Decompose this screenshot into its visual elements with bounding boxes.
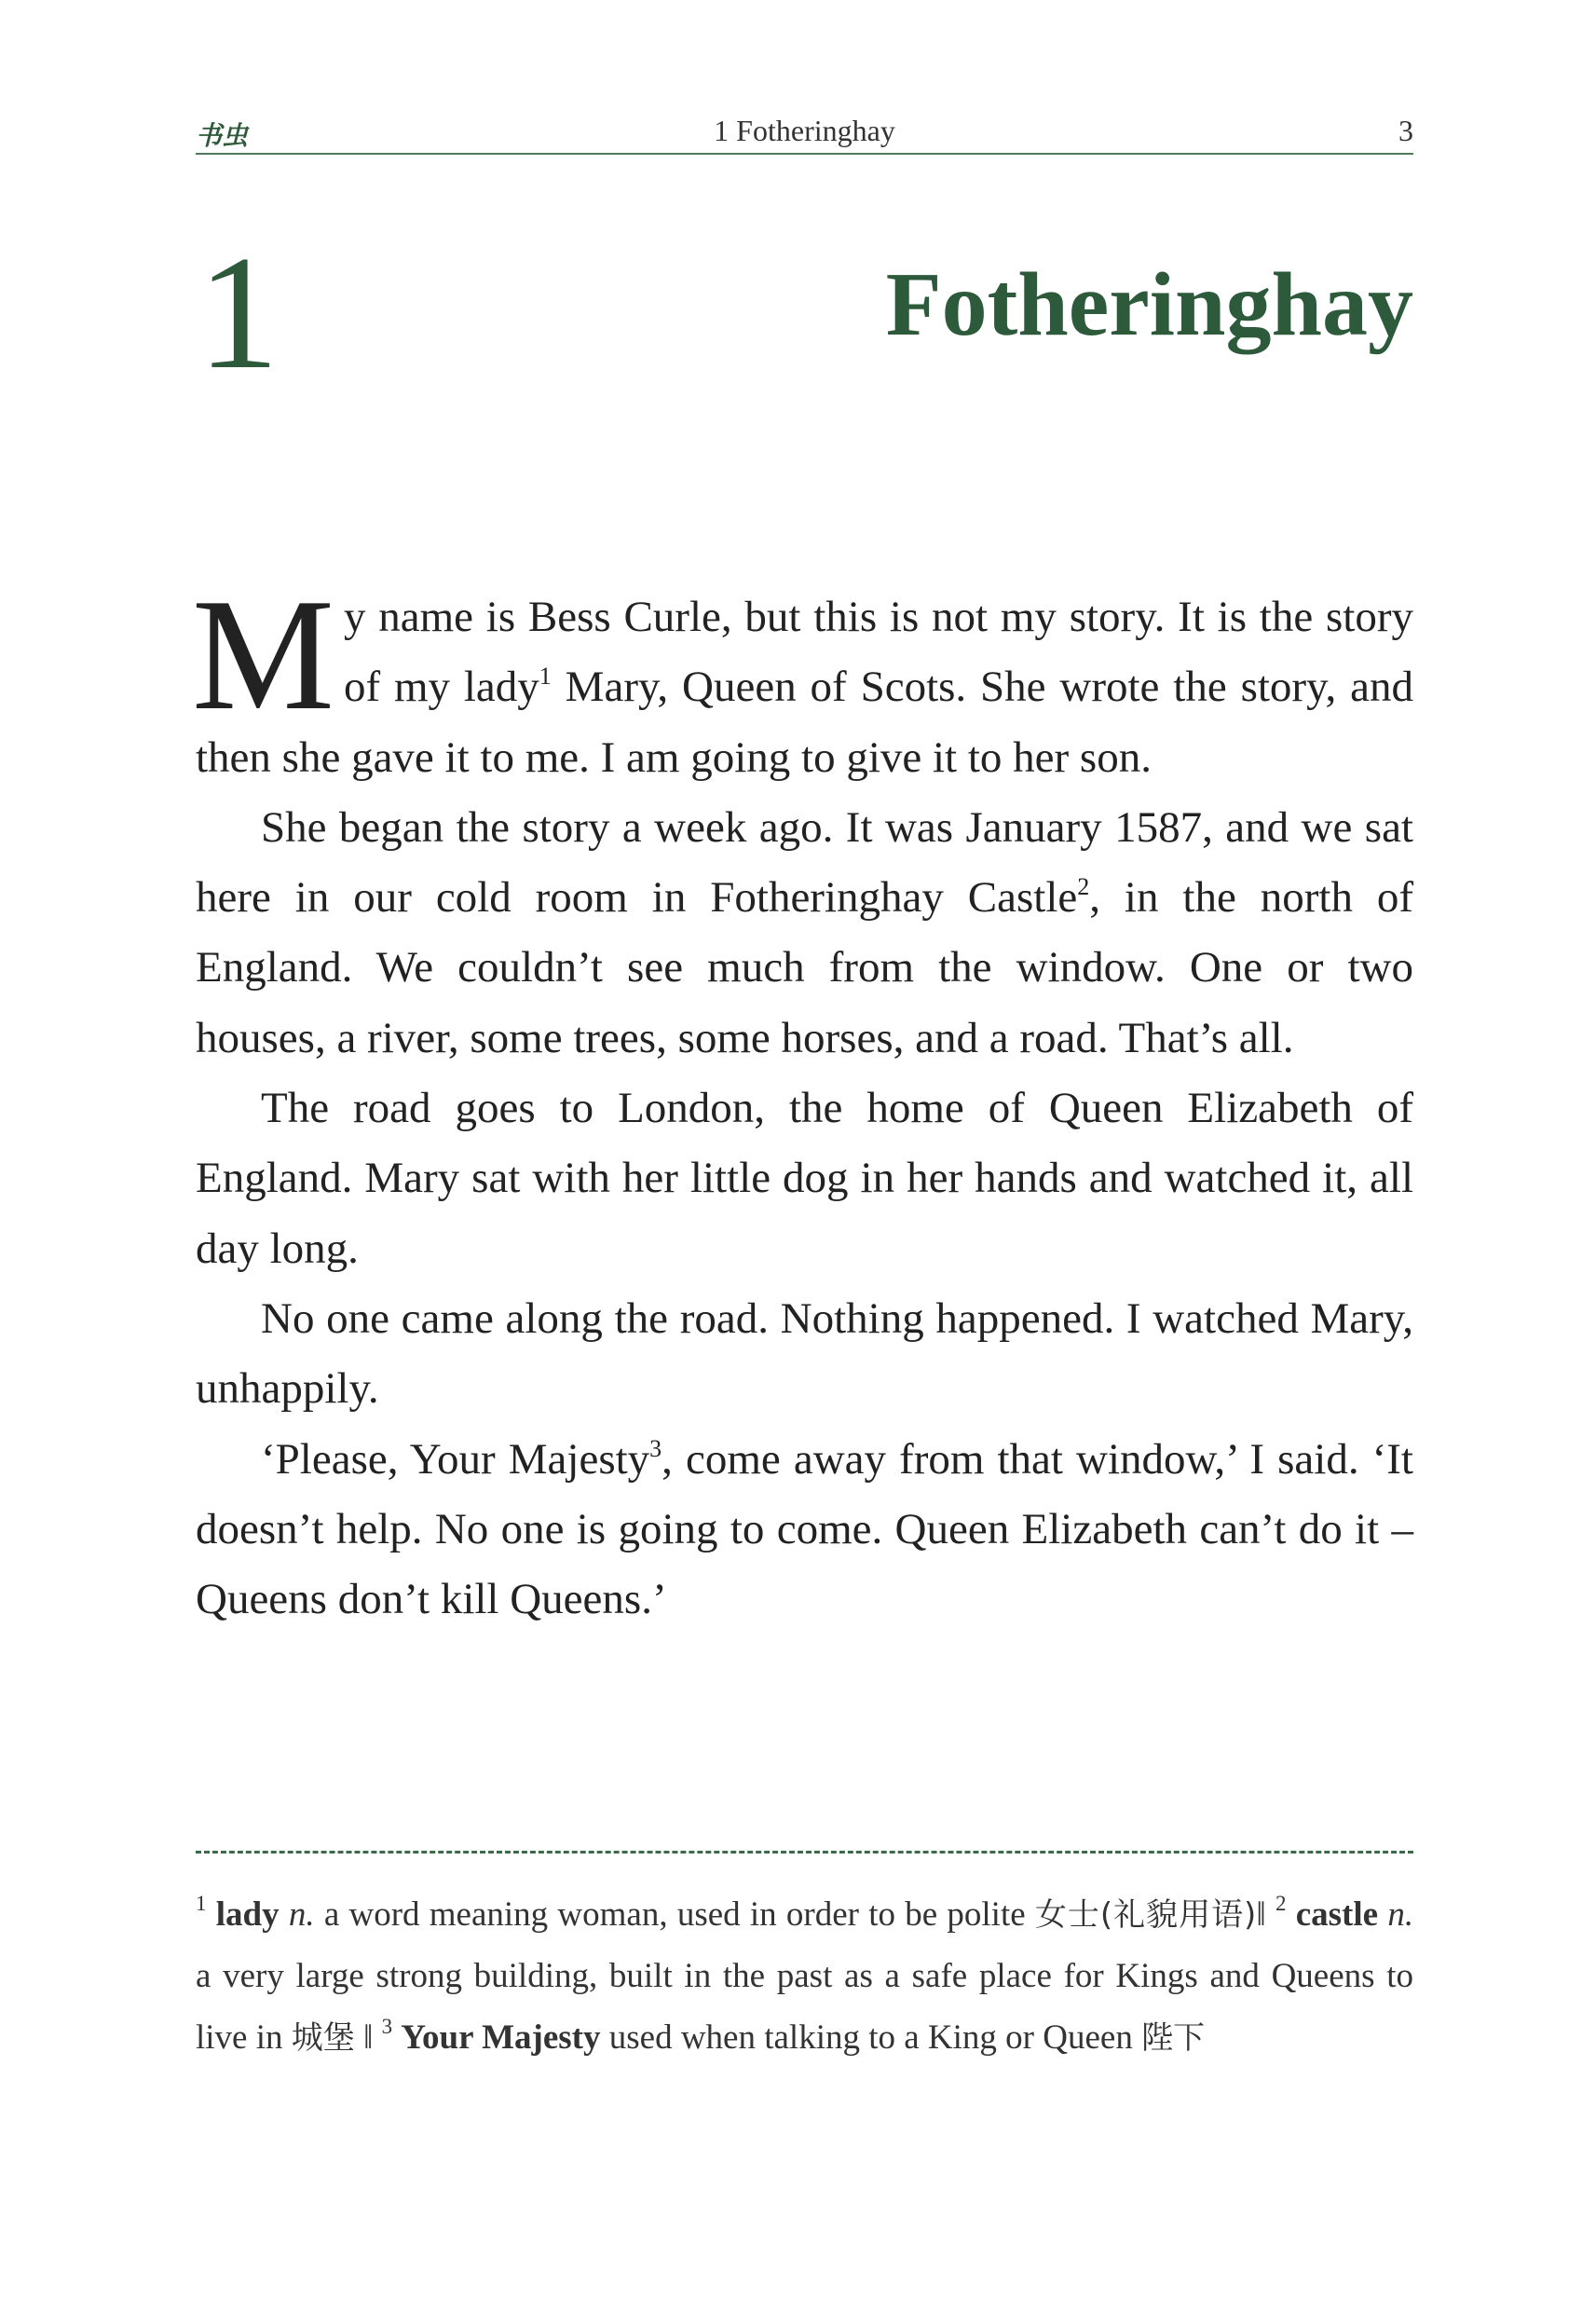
chapter-title: Fotheringhay (885, 254, 1413, 355)
footnote-chinese: 女士(礼貌用语) (1034, 1896, 1257, 1934)
footnote-definition: used when talking to a King or Queen (600, 2018, 1142, 2057)
paragraph-4: No one came along the road. Nothing happened. I watched Mary, unhappily. (196, 1293, 1413, 1414)
paragraph-5 (196, 1425, 1413, 1635)
footnote-definition: a very large strong building, built in the past as a safe place for Kings and Queens to live in (196, 1957, 1413, 2057)
footnote-number: 3 (381, 2015, 393, 2038)
series-brand: 书虫 (196, 120, 249, 151)
header-divider (196, 153, 1413, 155)
footnote-term: Your Majesty (401, 2018, 601, 2057)
body-text (192, 567, 1414, 1635)
paragraph-text: , come away from that window,’ I said. ‘It doesn’t help. No one is going to come. Queen Elizabeth can’t do it – Queens don’t kill Queens.’ (196, 1434, 1413, 1624)
footnote-part-of-speech: n. (288, 1895, 315, 1934)
paragraph-text: She began the story a week ago. It was January 1587, and we sat here in our cold room in Fotheringhay Castle (196, 802, 1413, 923)
paragraph-1 (192, 567, 1413, 793)
paragraph-text: y name is Bess Curle, but this is not my story. It is the story of my lady (343, 593, 1413, 712)
running-header (196, 114, 1413, 153)
footnote-separator: ‖ (363, 2018, 374, 2057)
footnote-chinese: 城堡 (291, 2019, 355, 2057)
paragraph-3: The road goes to London, the home of Queen Elizabeth of England. Mary sat with her little dog in her hands and watched it, all day long. (196, 1084, 1413, 1273)
chapter-number: 1 (198, 222, 280, 403)
drop-cap: M (192, 567, 334, 744)
footnote-term: castle (1295, 1895, 1379, 1934)
footnote-chinese: 陛下 (1141, 2019, 1206, 2057)
paragraph-2 (196, 793, 1413, 1074)
footnote-ref-2[interactable]: 2 (1077, 873, 1090, 901)
footnotes (196, 1884, 1413, 2069)
footnote-ref-3[interactable]: 3 (649, 1434, 662, 1462)
footnote-divider (196, 1851, 1413, 1854)
footnote-part-of-speech: n. (1387, 1895, 1414, 1934)
running-title: 1 Fotheringhay (714, 114, 895, 147)
footnote-separator: ‖ (1256, 1895, 1266, 1934)
footnote-term: lady (215, 1895, 280, 1934)
paragraph-text: ‘Please, Your Majesty (261, 1434, 650, 1484)
footnote-number: 2 (1275, 1892, 1287, 1915)
footnote-number: 1 (196, 1892, 207, 1915)
page-number: 3 (1398, 114, 1413, 147)
paragraph-text: Mary, Queen of Scots. She wrote the story, and then she gave it to me. I am going to give it to her son. (196, 663, 1413, 782)
footnote-definition: a word meaning woman, used in order to be polite (314, 1895, 1035, 1934)
paragraph-text: , in the north of England. We couldn’t see much from the window. One or two houses, a river, some trees, some horses, and a road. That’s all. (196, 873, 1414, 1062)
footnote-ref-1[interactable]: 1 (539, 663, 552, 691)
